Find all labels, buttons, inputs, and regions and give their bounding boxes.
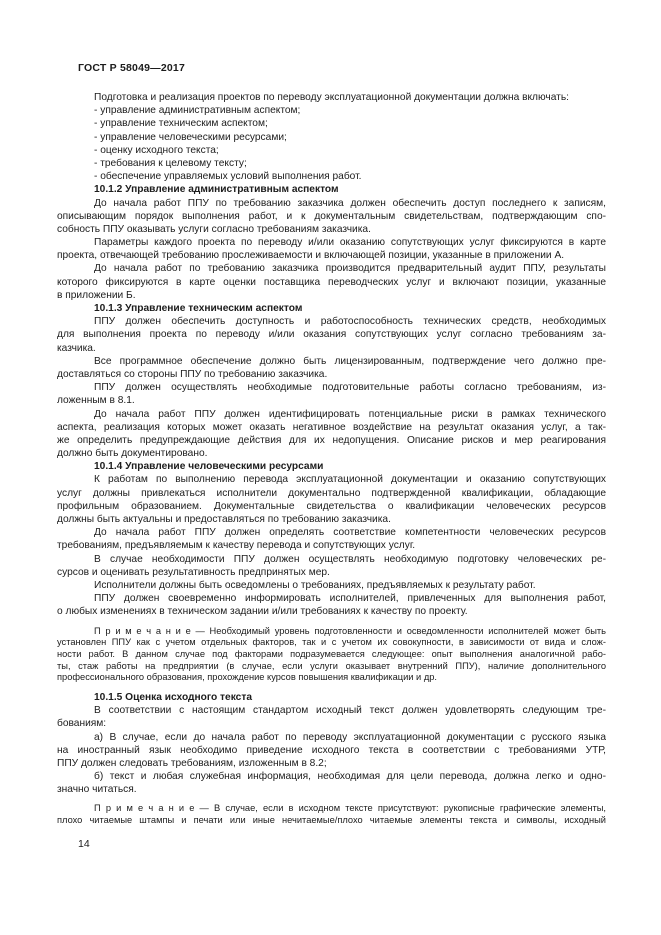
paragraph-line: К работам по выполнению перевода эксплуатационной документации и оказанию сопутствующих [94, 474, 606, 486]
paragraph-line: До начала работ ППУ должен идентифицировать потенциальные риски в рамках технического [94, 408, 606, 420]
paragraph-line: сурсов и оценивать результативность предпринятых мер. [57, 566, 330, 578]
paragraph-line: для выполнения проекта по переводу и/или оказания сопутствующих услуг согласно требованиям за- [57, 329, 606, 341]
heading-text: 10.1.5 Оценка исходного текста [94, 691, 252, 703]
paragraph-line: в приложении Б. [57, 289, 136, 301]
paragraph [57, 579, 606, 592]
list-item: - управление техническим аспектом; [94, 118, 268, 130]
heading-text: 10.1.2 Управление административным аспектом [94, 184, 339, 196]
paragraph-line: о любых изменениях в техническом задании и/или требованиях к качеству по проекту. [57, 606, 468, 618]
paragraph [57, 731, 606, 771]
paragraph-line: описывающим порядок выполнения работ, и к документальным свидетельствам, подтверждающим спо- [57, 210, 606, 222]
paragraph [57, 526, 606, 552]
note-line: профессионального образования, прохождение курсов повышения квалификации и др. [57, 672, 437, 683]
paragraph [57, 473, 606, 526]
paragraph [57, 91, 606, 104]
note-line: П р и м е ч а н и е — Необходимый уровень подготовленности и осведомленности исполнителей может быть [94, 625, 606, 636]
paragraph-line: В соответствии с настоящим стандартом исходный текст должен удовлетворять следующим тре- [94, 705, 606, 717]
paragraph [57, 355, 606, 381]
paragraph-line: ППУ должен обеспечить доступность и работоспособность технических средств, необходимых [94, 316, 606, 328]
section-heading [57, 460, 606, 473]
paragraph-line: Параметры каждого проекта по переводу и/или оказанию сопутствующих услуг фиксируются в карте [94, 237, 606, 249]
list-item: - обеспечение управляемых условий выполнения работ. [94, 171, 362, 183]
section-heading [57, 302, 606, 315]
paragraph-line: Исполнители должны быть осведомлены о требованиях, предъявляемых к результату работ. [94, 579, 536, 591]
paragraph-line: собность ППУ оказывать услуги согласно требованиям заказчика. [57, 223, 371, 235]
section-heading [57, 691, 606, 704]
list-item: - управление административным аспектом; [94, 105, 301, 117]
paragraph-line: профильным образованием. Документальные свидетельства о квалификации человеческих ресурсов [57, 500, 606, 512]
paragraph [57, 592, 606, 618]
paragraph-line: на иностранный язык необходимо приведение исходного текста в соответствии с требованиями УТР, [57, 744, 606, 756]
paragraph [57, 408, 606, 461]
heading-text: 10.1.3 Управление техническим аспектом [94, 303, 303, 314]
paragraph-line: До начала работ по требованию заказчика производится предварительный аудит ППУ, результаты [94, 263, 606, 275]
note-line: П р и м е ч а н и е — В случае, если в исходном тексте присутствуют: рукописные графические элементы, [94, 803, 606, 814]
paragraph-line: ППУ должен своевременно информировать исполнителей, привлеченных для выполнения работ, [94, 593, 606, 605]
paragraph-line: аспекта, реализация которых может оказать негативное воздействие на результат оказания услуг, а так- [57, 421, 606, 433]
paragraph [57, 381, 606, 407]
paragraph-line: доставляться со стороны ППУ по требованию заказчика. [57, 368, 328, 380]
note-paragraph [57, 803, 606, 826]
list-item: - управление человеческими ресурсами; [94, 131, 287, 143]
paragraph-line: ППУ должен следовать требованиям, изложенным в 8.2; [57, 757, 327, 769]
paragraph-line: а) В случае, если до начала работ по переводу эксплуатационной документации с русского языка [94, 731, 606, 743]
list-item: - оценку исходного текста; [94, 144, 219, 156]
note-line: ности работ. В данном случае под факторами подразумевается следующее: опыт выполнения аналогичной рабо- [57, 648, 606, 659]
paragraph-line: требованиям, предъявляемым к качеству перевода и сопутствующих услуг. [57, 540, 416, 552]
note-line: плохо читаемые штампы и печати или иные нечитаемые/плохо читаемые элементы текста и символы, исходный [57, 815, 606, 826]
paragraph-line: которого фиксируются в карте оценки поставщика переводческих услуг и включают позиции, указанные [57, 276, 606, 288]
paragraph-line: Подготовка и реализация проектов по переводу эксплуатационной документации должна включать: [94, 92, 569, 103]
paragraph-line: же определить предупреждающие действия для их недопущения. Описание рисков и мер реагирования [57, 434, 606, 446]
paragraph-line: До начала работ ППУ по требованию заказчика должен обеспечить доступ последнего к записям, [94, 197, 606, 209]
paragraph-line: значно читаться. [57, 784, 137, 796]
paragraph [57, 197, 606, 237]
document-body [57, 91, 606, 834]
bullet-list [57, 104, 606, 183]
paragraph-line: проекта, отвечающей требованию прослеживаемости и включающей позиции, указанные в приложении А. [57, 250, 565, 262]
paragraph-line: бованиям: [57, 718, 107, 730]
paragraph-line: В случае необходимости ППУ должен осуществлять необходимую подготовку человеческих ре- [94, 553, 606, 565]
paragraph [57, 553, 606, 579]
heading-text: 10.1.4 Управление человеческими ресурсами [94, 461, 324, 473]
list-item: - требования к целевому тексту; [94, 157, 247, 169]
paragraph-line: Все программное обеспечение должно быть лицензированным, подтверждение чего должно пре- [94, 355, 606, 367]
paragraph [57, 704, 606, 730]
note-paragraph [57, 626, 606, 684]
paragraph-line: ППУ должен осуществлять необходимые подготовительные работы согласно требованиям, из- [94, 382, 606, 394]
paragraph [57, 315, 606, 355]
section-heading [57, 183, 606, 196]
paragraph-line: услуг должны привлекаться исполнители документально подтвержденной квалификации, обладающие [57, 487, 606, 499]
paragraph [57, 236, 606, 262]
paragraph-line: б) текст и любая служебная информация, необходимая для цели перевода, должна легко и одно- [94, 771, 606, 783]
paragraph-line: До начала работ ППУ должен определять соответствие компетентности человеческих ресурсов [94, 527, 606, 539]
paragraph-line: должны быть актуальны и предоставляться по требованию заказчика. [57, 514, 391, 525]
paragraph-line: должно быть документировано. [57, 448, 208, 460]
running-header: ГОСТ Р 58049—2017 [78, 62, 186, 74]
paragraph-line: казчика. [57, 342, 96, 354]
paragraph [57, 262, 606, 302]
paragraph [57, 770, 606, 796]
note-line: ты, стаж работы на предприятии (в случае, если услуги оказывает внутренний ППУ), наличие дополнительного [57, 660, 606, 671]
page-number: 14 [78, 838, 90, 850]
note-line: установлен ППУ как с учетом отдельных факторов, так и с учетом их совокупности, в зависимости от вида и слож- [57, 637, 606, 648]
paragraph-line: ложенным в 8.1. [57, 395, 135, 407]
